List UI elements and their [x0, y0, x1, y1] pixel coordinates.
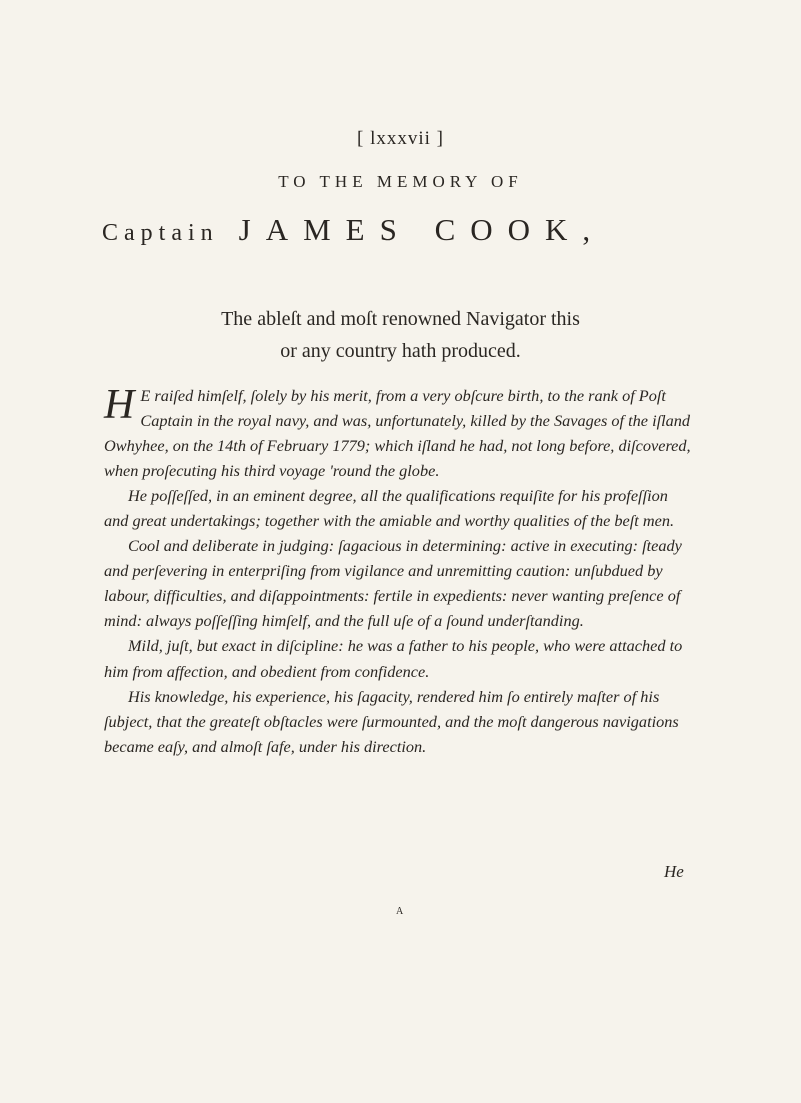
subtitle-line-2: or any country hath produced. — [280, 340, 521, 362]
paragraph-3: Cool and deliberate in judging: ſagacious in determining: active in executing: ſteady and perſevering in enterpriſing from vigilance and unremitting caution: unſubdued by labour, difficulties, and diſappointments: fertile in expedients: never wanting preſence of mind: always poſſeſſing himſelf, and the full uſe of a ſound underſtanding. — [104, 536, 682, 631]
dedication-heading: TO THE MEMORY OF — [278, 172, 523, 191]
paragraph-5: His knowledge, his experience, his ſagacity, rendered him ſo entirely maſter of his ſubject, that the greateſt obſtacles were ſurmounted, and the moſt dangerous navigations became eaſy, and almoſt ſafe, under his direction. — [104, 686, 679, 756]
paragraph-4: Mild, juſt, but exact in diſcipline: he was a father to his people, who were attached to him from affection, and obedient from confidence. — [104, 636, 683, 681]
dedicatee-name: JAMES COOK, — [238, 212, 606, 247]
drop-cap: H — [104, 382, 135, 428]
paragraph-2: He poſſeſſed, in an eminent degree, all the qualifications requiſite for his profeſſion and great undertakings; together with the amiable and worthy qualities of the beſt men. — [104, 486, 675, 531]
signature-mark: A — [396, 906, 404, 917]
dedicatee-line — [102, 212, 742, 248]
paragraph-1 — [104, 383, 692, 483]
subtitle-line-1: The ableſt and moſt renowned Navigator this — [221, 308, 580, 330]
paragraph-1-text: E raiſed himſelf, ſolely by his merit, from a very obſcure birth, to the rank of Poſt Captain in the royal navy, and was, unfortunately, killed by the Savages of the iſland Owhyhee, on the 14th of February 1779; which iſland he had, not long before, diſcovered, when proſecuting his third voyage 'round the globe. — [104, 386, 691, 481]
catchword: He — [664, 862, 684, 881]
page-number: [ lxxxvii ] — [357, 128, 444, 149]
dedicatee-rank: Captain — [102, 220, 219, 246]
dedication-subtitle — [0, 303, 801, 367]
eulogy-body — [104, 383, 692, 759]
